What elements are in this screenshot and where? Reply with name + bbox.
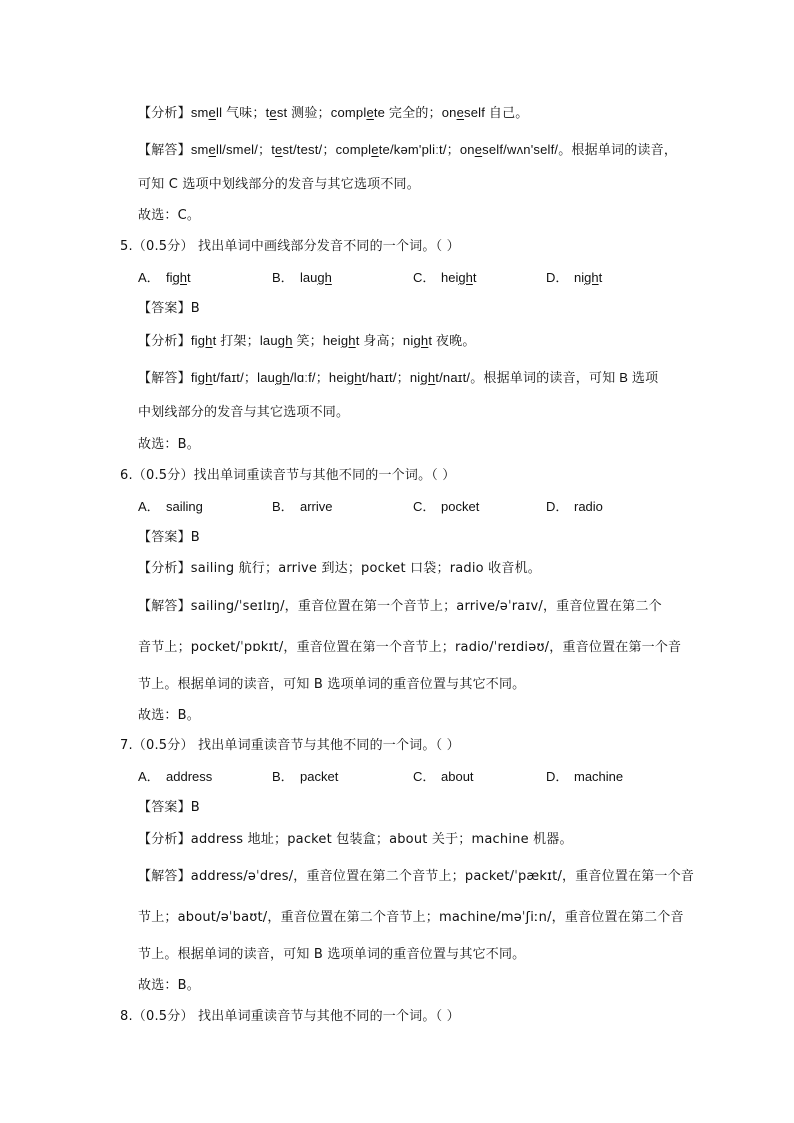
q6-option-a-letter: A． <box>138 499 160 514</box>
q6-stem: 6.（0.5分）找出单词重读音节与其他不同的一个词。（ ） <box>120 468 456 483</box>
underlined-segment: gh <box>317 270 332 285</box>
text-segment: t <box>186 270 191 285</box>
q5-option-c <box>413 269 476 287</box>
q7-option-a-letter: A． <box>138 769 160 784</box>
q5-answer: 【答案】B <box>138 301 200 316</box>
q5-option-d-word <box>574 270 602 285</box>
text-segment: te 完全的；on <box>373 105 457 120</box>
q4-analysis <box>138 104 528 123</box>
text-segment: t <box>472 270 477 285</box>
underlined-segment: gh <box>346 370 362 385</box>
q4-solution-line-2: 可知 C 选项中划线部分的发音与其它选项不同。 <box>138 177 420 192</box>
q4-analysis-tag: 【分析】 <box>138 106 191 121</box>
q6-choose: 故选：B。 <box>138 708 200 723</box>
q6-option-b <box>272 498 333 516</box>
q5-option-c-letter: C． <box>413 270 436 285</box>
q5-choose: 故选：B。 <box>138 437 200 452</box>
underlined-segment: gh <box>275 370 290 385</box>
q7-option-d-word: machine <box>574 769 624 784</box>
q5-analysis <box>138 332 476 351</box>
q6-option-b-word: arrive <box>300 499 333 514</box>
q7-option-a-word: address <box>166 769 213 784</box>
q7-answer: 【答案】B <box>138 800 200 815</box>
q5-option-d <box>546 269 602 287</box>
text-segment: te/kəm'pliːt/；on <box>378 142 475 157</box>
underlined-segment: e <box>208 142 216 157</box>
q6-option-a <box>138 498 203 516</box>
q6-option-c-word: pocket <box>441 499 480 514</box>
q7-choose: 故选：B。 <box>138 978 200 993</box>
q5-analysis-tag: 【分析】 <box>138 334 191 349</box>
q7-solution-line-1: 【解答】address/əˈdres/，重音位置在第二个音节上；packet/ˈpækɪt/，重音位置在第一个音 <box>138 869 695 884</box>
q5-solution-text <box>191 370 658 385</box>
q8-stem: 8.（0.5分） 找出单词重读音节与其他不同的一个词。（ ） <box>120 1009 460 1024</box>
text-segment: lau <box>300 270 318 285</box>
q7-option-a <box>138 768 212 786</box>
text-segment: 笑；hei <box>292 333 341 348</box>
text-segment: hei <box>441 270 459 285</box>
q7-option-b <box>272 768 338 786</box>
q6-option-d-word: radio <box>574 499 603 514</box>
text-segment: st 测验；compl <box>276 105 367 120</box>
underlined-segment: gh <box>458 270 473 285</box>
underlined-segment: gh <box>172 270 187 285</box>
underlined-segment: gh <box>277 333 293 348</box>
q7-option-b-letter: B． <box>272 769 294 784</box>
q4-solution-tag: 【解答】 <box>138 143 191 158</box>
q5-analysis-text <box>191 333 476 348</box>
q7-option-d <box>546 768 623 786</box>
underlined-segment: e <box>456 105 465 120</box>
underlined-segment: gh <box>584 270 599 285</box>
q5-solution-line-1 <box>138 369 658 388</box>
q5-option-a-word <box>166 270 191 285</box>
q4-choose: 故选：C。 <box>138 208 201 223</box>
q5-option-d-letter: D． <box>546 270 569 285</box>
underlined-segment: gh <box>413 333 429 348</box>
q7-option-b-word: packet <box>300 769 339 784</box>
text-segment: t 身高；ni <box>355 333 414 348</box>
underlined-segment: e <box>474 142 483 157</box>
text-segment: ll/smel/；t <box>215 142 276 157</box>
q7-option-c-word: about <box>441 769 474 784</box>
q7-option-d-letter: D． <box>546 769 569 784</box>
q6-solution-line-3: 节上。根据单词的读音，可知 B 选项单词的重音位置与其它不同。 <box>138 677 526 692</box>
q6-option-a-word: sailing <box>166 499 203 514</box>
underlined-segment: gh <box>197 370 213 385</box>
q6-answer: 【答案】B <box>138 530 200 545</box>
text-segment: t/naɪt/。根据单词的读音，可知 B 选项 <box>435 370 659 385</box>
q5-option-a <box>138 269 191 287</box>
text-segment: t <box>598 270 603 285</box>
q6-option-c-letter: C． <box>413 499 436 514</box>
underlined-segment: e <box>208 105 216 120</box>
q6-option-d-letter: D． <box>546 499 569 514</box>
text-segment: sm <box>190 105 209 120</box>
text-segment: ll 气味；t <box>215 105 270 120</box>
q7-solution-line-3: 节上。根据单词的读音，可知 B 选项单词的重音位置与其它不同。 <box>138 947 526 962</box>
q5-option-c-word <box>441 270 476 285</box>
q5-stem: 5.（0.5分） 找出单词中画线部分发音不同的一个词。（ ） <box>120 239 460 254</box>
underlined-segment: gh <box>340 333 356 348</box>
text-segment: t/haɪt/；ni <box>361 370 421 385</box>
q5-option-b <box>272 269 332 287</box>
text-segment: t/faɪt/；lau <box>212 370 276 385</box>
q7-option-c <box>413 768 474 786</box>
text-segment: /lɑːf/；hei <box>289 370 347 385</box>
text-segment: sm <box>190 142 209 157</box>
text-segment: t 夜晚。 <box>428 333 476 348</box>
underlined-segment: gh <box>197 333 213 348</box>
underlined-segment: e <box>275 142 283 157</box>
q6-option-d <box>546 498 603 516</box>
q5-option-b-word <box>300 270 332 285</box>
q5-option-a-letter: A． <box>138 270 160 285</box>
underlined-segment: e <box>366 105 374 120</box>
q4-analysis-text <box>191 105 529 120</box>
q6-analysis: 【分析】sailing 航行；arrive 到达；pocket 口袋；radio 收音机。 <box>138 561 541 576</box>
text-segment: fi <box>190 370 198 385</box>
q6-solution-line-1: 【解答】sailing/ˈseɪlɪŋ/，重音位置在第一个音节上；arrive/əˈraɪv/，重音位置在第二个 <box>138 599 662 614</box>
underlined-segment: gh <box>420 370 436 385</box>
underlined-segment: e <box>269 105 277 120</box>
text-segment: self 自己。 <box>464 105 529 120</box>
q7-stem: 7.（0.5分） 找出单词重读音节与其他不同的一个词。（ ） <box>120 738 460 753</box>
q7-analysis: 【分析】address 地址；packet 包装盒；about 关于；machine 机器。 <box>138 832 573 847</box>
q4-solution-text <box>191 142 677 157</box>
text-segment: st/test/；compl <box>282 142 372 157</box>
q5-solution-tag: 【解答】 <box>138 371 191 386</box>
text-segment: self/wʌn'self/。根据单词的读音， <box>482 142 678 157</box>
underlined-segment: e <box>371 142 379 157</box>
q5-option-b-letter: B． <box>272 270 294 285</box>
text-segment: ni <box>574 270 585 285</box>
q6-option-c <box>413 498 479 516</box>
text-segment: fi <box>166 270 173 285</box>
q7-solution-line-2: 节上；about/əˈbaʊt/，重音位置在第二个音节上；machine/məˈʃiːn/，重音位置在第二个音 <box>138 910 684 925</box>
q5-solution-line-2: 中划线部分的发音与其它选项不同。 <box>138 405 350 420</box>
q6-option-b-letter: B． <box>272 499 294 514</box>
q7-option-c-letter: C． <box>413 769 436 784</box>
q6-solution-line-2: 音节上；pocket/ˈpɒkɪt/，重音位置在第一个音节上；radio/ˈreɪdiəʊ/，重音位置在第一个音 <box>138 640 682 655</box>
q4-solution-line-1 <box>138 141 677 160</box>
text-segment: t 打架；lau <box>212 333 278 348</box>
text-segment: fi <box>190 333 198 348</box>
